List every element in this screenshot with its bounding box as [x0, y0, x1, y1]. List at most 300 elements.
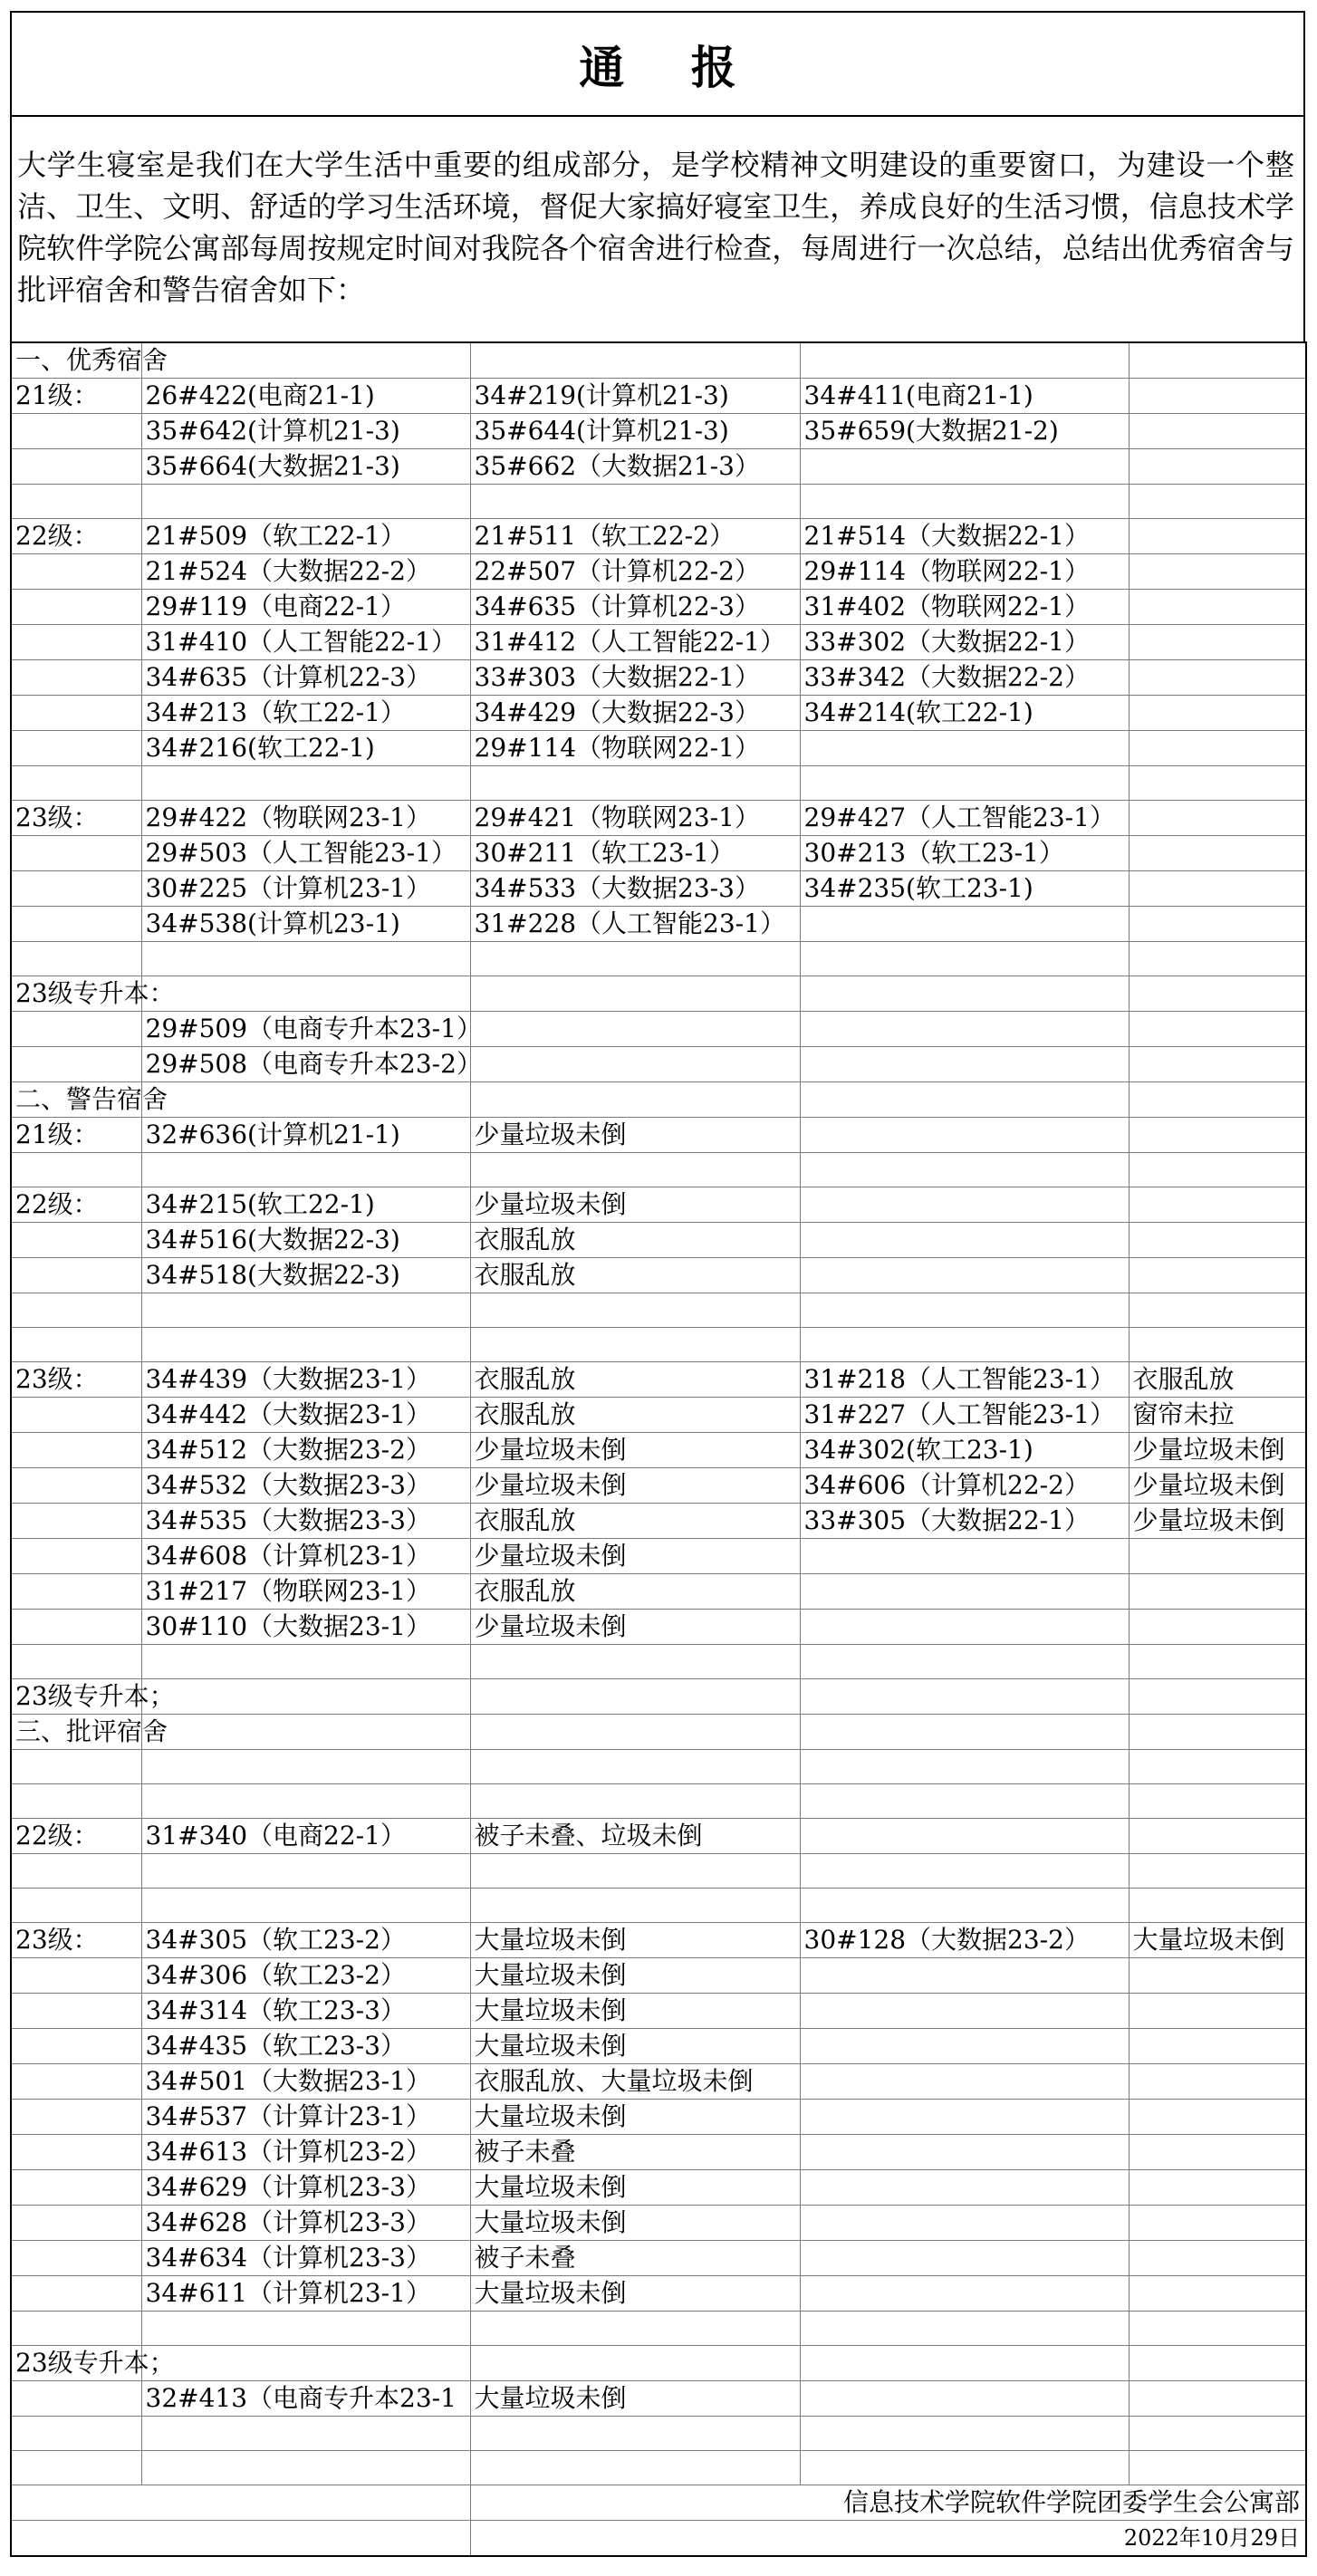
table-row — [11, 2312, 1306, 2346]
table-cell — [11, 660, 141, 696]
table-cell — [800, 2346, 1129, 2381]
table-cell: 少量垃圾未倒 — [470, 1610, 800, 1645]
table-cell — [470, 342, 800, 379]
table-cell — [1129, 2451, 1306, 2485]
table-row — [11, 836, 1306, 871]
table-cell — [1129, 1293, 1306, 1328]
table-cell — [800, 1574, 1129, 1610]
table-cell — [800, 1889, 1129, 1923]
table-cell — [800, 1610, 1129, 1645]
table-cell — [470, 1889, 800, 1923]
table-cell — [800, 2029, 1129, 2064]
table-cell — [800, 942, 1129, 976]
table-cell — [11, 1854, 141, 1889]
table-cell: 21#511（软工22-2） — [470, 519, 800, 554]
table-cell — [141, 942, 470, 976]
table-cell: 21#524（大数据22-2） — [141, 554, 470, 590]
table-cell: 34#235(软工23-1) — [800, 871, 1129, 907]
table-cell — [800, 1293, 1129, 1328]
table-cell — [1129, 1187, 1306, 1223]
table-cell — [11, 1468, 141, 1504]
table-cell — [800, 342, 1129, 379]
table-cell — [141, 1715, 470, 1750]
table-cell: 30#110（大数据23-1） — [141, 1610, 470, 1645]
table-row — [11, 907, 1306, 942]
table-row — [11, 2241, 1306, 2276]
table-row — [11, 1679, 1306, 1715]
table-cell — [1129, 2346, 1306, 2381]
table-cell — [11, 1293, 141, 1328]
table-cell — [470, 1715, 800, 1750]
table-cell: 34#629（计算机23-3） — [141, 2170, 470, 2206]
table-row — [11, 1715, 1306, 1750]
table-cell — [800, 1994, 1129, 2029]
table-cell — [11, 2312, 141, 2346]
table-cell — [1129, 414, 1306, 449]
table-cell — [141, 1645, 470, 1679]
table-cell: 26#422(电商21-1) — [141, 379, 470, 414]
table-cell: 34#606（计算机22-2） — [800, 1468, 1129, 1504]
table-row — [11, 1645, 1306, 1679]
table-cell — [800, 2064, 1129, 2100]
table-cell: 34#512（大数据23-2） — [141, 1433, 470, 1468]
table-cell — [1129, 2312, 1306, 2346]
table-row — [11, 1118, 1306, 1153]
table-row — [11, 1819, 1306, 1854]
table-cell — [1129, 1819, 1306, 1854]
table-cell: 窗帘未拉 — [1129, 1398, 1306, 1433]
table-cell — [11, 2451, 141, 2485]
table-cell — [11, 2100, 141, 2135]
table-cell — [11, 1645, 141, 1679]
table-cell — [11, 1223, 141, 1258]
table-cell — [1129, 1958, 1306, 1994]
table-cell — [1129, 1118, 1306, 1153]
table-cell: 被子未叠 — [470, 2241, 800, 2276]
table-cell — [141, 1328, 470, 1362]
table-cell — [800, 2206, 1129, 2241]
table-cell: 30#225（计算机23-1） — [141, 871, 470, 907]
table-cell: 34#535（大数据23-3） — [141, 1504, 470, 1539]
table-cell — [11, 1328, 141, 1362]
table-row — [11, 696, 1306, 731]
table-cell — [1129, 2206, 1306, 2241]
table-cell — [11, 590, 141, 625]
intro-paragraph: 大学生寝室是我们在大学生活中重要的组成部分，是学校精神文明建设的重要窗口，为建设一个整洁、卫生、文明、舒适的学习生活环境，督促大家搞好寝室卫生，养成良好的生活习惯，信息技术学院软件学院公寓部每周按规定时间对我院各个宿舍进行检查，每周进行一次总结，总结出优秀宿舍与批评宿舍和警告宿舍如下： — [17, 148, 1294, 307]
table-cell: 少量垃圾未倒 — [1129, 1433, 1306, 1468]
table-cell — [1129, 1574, 1306, 1610]
table-cell — [470, 1047, 800, 1082]
table-cell — [11, 696, 141, 731]
table-cell: 21#514（大数据22-1） — [800, 519, 1129, 554]
table-cell: 少量垃圾未倒 — [470, 1187, 800, 1223]
table-cell: 衣服乱放 — [470, 1223, 800, 1258]
table-cell: 31#217（物联网23-1） — [141, 1574, 470, 1610]
table-cell — [470, 2451, 800, 2485]
table-cell — [141, 2346, 470, 2381]
table-cell — [11, 1258, 141, 1293]
table-cell — [800, 2241, 1129, 2276]
table-row — [11, 1047, 1306, 1082]
table-cell — [11, 1889, 141, 1923]
table-row — [11, 1153, 1306, 1187]
table-cell: 33#342（大数据22-2） — [800, 660, 1129, 696]
table-cell — [11, 2276, 141, 2312]
table-cell — [470, 1854, 800, 1889]
table-cell: 29#119（电商22-1） — [141, 590, 470, 625]
table-row — [11, 1187, 1306, 1223]
table-cell — [1129, 342, 1306, 379]
table-row — [11, 2100, 1306, 2135]
table-cell — [11, 1012, 141, 1047]
table-cell: 23级： — [11, 801, 141, 836]
table-row — [11, 1082, 1306, 1118]
table-cell — [1129, 2100, 1306, 2135]
table-cell — [1129, 1715, 1306, 1750]
table-cell: 被子未叠、垃圾未倒 — [470, 1819, 800, 1854]
table-cell — [1129, 2241, 1306, 2276]
table-cell: 31#340（电商22-1） — [141, 1819, 470, 1854]
table-cell: 34#518(大数据22-3) — [141, 1258, 470, 1293]
table-cell — [1129, 2029, 1306, 2064]
table-cell — [800, 2170, 1129, 2206]
table-cell: 30#128（大数据23-2） — [800, 1923, 1129, 1958]
table-cell: 35#644(计算机21-3) — [470, 414, 800, 449]
table-cell: 大量垃圾未倒 — [470, 2381, 800, 2417]
table-cell: 23级专升本； — [11, 1679, 141, 1715]
table-row — [11, 2206, 1306, 2241]
table-cell — [1129, 801, 1306, 836]
table-cell — [141, 1784, 470, 1819]
table-cell — [800, 1958, 1129, 1994]
table-row — [11, 519, 1306, 554]
table-cell: 少量垃圾未倒 — [470, 1433, 800, 1468]
table-cell — [800, 1082, 1129, 1118]
table-row — [11, 1750, 1306, 1784]
table-cell: 22级： — [11, 519, 141, 554]
table-cell: 35#659(大数据21-2) — [800, 414, 1129, 449]
table-cell: 29#114（物联网22-1） — [800, 554, 1129, 590]
table-cell — [1129, 871, 1306, 907]
table-cell: 34#516(大数据22-3) — [141, 1223, 470, 1258]
table-cell — [141, 976, 470, 1012]
table-cell — [11, 1047, 141, 1082]
table-cell: 少量垃圾未倒 — [470, 1539, 800, 1574]
intro-cell — [10, 117, 1305, 341]
table-cell: 34#533（大数据23-3） — [470, 871, 800, 907]
table-row — [11, 1258, 1306, 1293]
table-cell — [1129, 1539, 1306, 1574]
table-cell: 32#636(计算机21-1) — [141, 1118, 470, 1153]
table-row — [11, 1328, 1306, 1362]
table-cell — [1129, 1012, 1306, 1047]
table-cell: 少量垃圾未倒 — [1129, 1504, 1306, 1539]
table-cell — [11, 449, 141, 485]
table-cell: 21#509（软工22-1） — [141, 519, 470, 554]
table-cell — [1129, 976, 1306, 1012]
table-row — [11, 871, 1306, 907]
table-row — [11, 1433, 1306, 1468]
table-cell — [1129, 766, 1306, 801]
table-cell: 衣服乱放、大量垃圾未倒 — [470, 2064, 800, 2100]
table-row — [11, 2381, 1306, 2417]
title-cell — [10, 11, 1305, 117]
table-row — [11, 485, 1306, 519]
table-cell — [470, 1293, 800, 1328]
table-cell: 30#213（软工23-1） — [800, 836, 1129, 871]
table-cell: 少量垃圾未倒 — [1129, 1468, 1306, 1504]
table-cell: 23级专升本： — [11, 976, 141, 1012]
table-cell: 35#662（大数据21-3） — [470, 449, 800, 485]
table-cell — [1129, 1258, 1306, 1293]
table-cell — [800, 766, 1129, 801]
table-cell — [470, 1012, 800, 1047]
table-row — [11, 590, 1306, 625]
table-row — [11, 660, 1306, 696]
table-cell — [1129, 485, 1306, 519]
table-cell — [1129, 1750, 1306, 1784]
table-cell — [11, 2206, 141, 2241]
table-cell: 衣服乱放 — [470, 1398, 800, 1433]
table-cell — [800, 731, 1129, 766]
page-title: 通 报 — [579, 40, 762, 94]
table-row — [11, 2029, 1306, 2064]
table-cell — [11, 2485, 470, 2521]
table-row — [11, 379, 1306, 414]
table-row — [11, 2135, 1306, 2170]
table-cell — [800, 2417, 1129, 2451]
footer-date: 2022年10月29日 — [470, 2521, 1306, 2557]
table-cell — [1129, 2170, 1306, 2206]
table-cell — [11, 554, 141, 590]
table-cell — [470, 485, 800, 519]
table-cell: 34#314（软工23-3） — [141, 1994, 470, 2029]
table-cell: 34#305（软工23-2） — [141, 1923, 470, 1958]
table-cell — [11, 1398, 141, 1433]
table-row — [11, 2346, 1306, 2381]
table-cell — [11, 1433, 141, 1468]
table-cell — [1129, 907, 1306, 942]
table-cell — [1129, 2276, 1306, 2312]
table-cell — [11, 942, 141, 976]
table-cell — [800, 1153, 1129, 1187]
table-cell: 21级： — [11, 379, 141, 414]
table-row — [11, 976, 1306, 1012]
table-cell — [11, 1784, 141, 1819]
table-cell — [800, 1819, 1129, 1854]
table-cell — [1129, 1889, 1306, 1923]
table-cell — [11, 766, 141, 801]
table-row — [11, 731, 1306, 766]
table-cell: 衣服乱放 — [470, 1362, 800, 1398]
table-cell: 34#435（软工23-3） — [141, 2029, 470, 2064]
table-cell: 少量垃圾未倒 — [470, 1468, 800, 1504]
table-cell: 34#635（计算机22-3） — [470, 590, 800, 625]
table-cell: 23级： — [11, 1362, 141, 1398]
table-cell — [470, 1784, 800, 1819]
table-cell: 35#664(大数据21-3) — [141, 449, 470, 485]
table-cell: 34#532（大数据23-3） — [141, 1468, 470, 1504]
table-cell — [470, 1082, 800, 1118]
table-cell: 衣服乱放 — [470, 1574, 800, 1610]
table-cell: 29#427（人工智能23-1） — [800, 801, 1129, 836]
table-cell — [800, 449, 1129, 485]
table-cell — [1129, 1854, 1306, 1889]
table-cell: 二、警告宿舍 — [11, 1082, 141, 1118]
table-cell — [800, 1539, 1129, 1574]
table-cell: 大量垃圾未倒 — [470, 2100, 800, 2135]
table-cell — [1129, 1645, 1306, 1679]
table-cell — [11, 2521, 470, 2557]
table-cell: 29#509（电商专升本23-1） — [141, 1012, 470, 1047]
table-cell: 34#537（计算计23-1） — [141, 2100, 470, 2135]
table-row — [11, 2451, 1306, 2485]
table-row — [11, 1994, 1306, 2029]
table-cell — [1129, 590, 1306, 625]
table-cell — [1129, 1153, 1306, 1187]
table-row — [11, 1923, 1306, 1958]
table-cell — [11, 2029, 141, 2064]
table-cell — [11, 1610, 141, 1645]
table-cell: 33#302（大数据22-1） — [800, 625, 1129, 660]
table-cell — [800, 1223, 1129, 1258]
table-cell — [470, 1153, 800, 1187]
table-cell — [141, 1889, 470, 1923]
table-cell — [1129, 379, 1306, 414]
table-cell: 少量垃圾未倒 — [470, 1118, 800, 1153]
table-cell — [800, 2135, 1129, 2170]
table-cell — [800, 1679, 1129, 1715]
table-cell — [800, 1118, 1129, 1153]
table-cell — [800, 2100, 1129, 2135]
table-row — [11, 1889, 1306, 1923]
table-cell: 一、优秀宿舍 — [11, 342, 141, 379]
table-row — [11, 554, 1306, 590]
table-cell — [470, 1328, 800, 1362]
table-cell — [1129, 1082, 1306, 1118]
table-row — [11, 1504, 1306, 1539]
table-cell — [1129, 1679, 1306, 1715]
footer-dept: 信息技术学院软件学院团委学生会公寓部 — [470, 2485, 1306, 2521]
table-cell: 35#642(计算机21-3) — [141, 414, 470, 449]
table-cell — [800, 1258, 1129, 1293]
table-cell: 29#421（物联网23-1） — [470, 801, 800, 836]
table-cell: 31#228（人工智能23-1） — [470, 907, 800, 942]
table-cell — [470, 2417, 800, 2451]
table-row — [11, 1574, 1306, 1610]
table-cell — [141, 2451, 470, 2485]
table-row — [11, 1398, 1306, 1433]
table-row — [11, 1610, 1306, 1645]
table-cell: 34#613（计算机23-2） — [141, 2135, 470, 2170]
table-cell — [1129, 836, 1306, 871]
table-cell: 34#216(软工22-1) — [141, 731, 470, 766]
table-cell: 34#501（大数据23-1） — [141, 2064, 470, 2100]
table-row — [11, 342, 1306, 379]
table-cell — [11, 1750, 141, 1784]
table-cell — [1129, 660, 1306, 696]
table-cell — [800, 2451, 1129, 2485]
table-cell — [141, 1082, 470, 1118]
table-cell: 34#634（计算机23-3） — [141, 2241, 470, 2276]
table-cell — [470, 1750, 800, 1784]
table-row — [11, 2521, 1306, 2557]
table-cell — [800, 2276, 1129, 2312]
table-cell — [11, 1994, 141, 2029]
table-row — [11, 1854, 1306, 1889]
table-row — [11, 942, 1306, 976]
table-cell: 三、批评宿舍 — [11, 1715, 141, 1750]
table-row — [11, 1293, 1306, 1328]
table-cell — [1129, 2135, 1306, 2170]
table-row — [11, 801, 1306, 836]
table-cell: 29#503（人工智能23-1） — [141, 836, 470, 871]
table-cell — [141, 1854, 470, 1889]
table-cell: 大量垃圾未倒 — [470, 2206, 800, 2241]
table-cell — [1129, 942, 1306, 976]
table-cell: 34#411(电商21-1) — [800, 379, 1129, 414]
table-cell: 34#215(软工22-1) — [141, 1187, 470, 1223]
table-cell: 22级： — [11, 1187, 141, 1223]
table-cell: 34#538(计算机23-1) — [141, 907, 470, 942]
table-cell: 衣服乱放 — [470, 1504, 800, 1539]
table-row — [11, 1958, 1306, 1994]
table-cell: 衣服乱放 — [1129, 1362, 1306, 1398]
table-row — [11, 414, 1306, 449]
table-cell: 34#635（计算机22-3） — [141, 660, 470, 696]
table-cell: 33#305（大数据22-1） — [800, 1504, 1129, 1539]
table-row — [11, 2276, 1306, 2312]
table-cell — [11, 1958, 141, 1994]
table-row — [11, 2485, 1306, 2521]
table-cell — [800, 1328, 1129, 1362]
table-row — [11, 766, 1306, 801]
table-cell: 31#227（人工智能23-1） — [800, 1398, 1129, 1433]
table-cell: 34#306（软工23-2） — [141, 1958, 470, 1994]
table-cell — [11, 1539, 141, 1574]
table-cell — [11, 2417, 141, 2451]
table-cell — [11, 1504, 141, 1539]
table-cell: 21级： — [11, 1118, 141, 1153]
table-cell — [800, 1784, 1129, 1819]
table-cell: 32#413（电商专升本23-1 — [141, 2381, 470, 2417]
table-cell: 23级： — [11, 1923, 141, 1958]
table-cell — [11, 2170, 141, 2206]
table-cell — [1129, 1328, 1306, 1362]
table-cell — [470, 1679, 800, 1715]
table-cell: 31#412（人工智能22-1） — [470, 625, 800, 660]
table-cell — [800, 485, 1129, 519]
table-cell — [470, 2312, 800, 2346]
table-row — [11, 1784, 1306, 1819]
table-cell — [1129, 1047, 1306, 1082]
table-cell — [1129, 731, 1306, 766]
table-cell: 被子未叠 — [470, 2135, 800, 2170]
table-cell — [11, 1153, 141, 1187]
table-cell: 30#211（软工23-1） — [470, 836, 800, 871]
table-cell — [1129, 2064, 1306, 2100]
table-cell: 31#402（物联网22-1） — [800, 590, 1129, 625]
table-cell: 大量垃圾未倒 — [470, 2170, 800, 2206]
table-cell: 34#442（大数据23-1） — [141, 1398, 470, 1433]
table-row — [11, 1223, 1306, 1258]
table-cell: 34#302(软工23-1) — [800, 1433, 1129, 1468]
table-cell: 大量垃圾未倒 — [470, 1958, 800, 1994]
table-cell — [800, 1854, 1129, 1889]
table-cell — [141, 2417, 470, 2451]
table-cell: 33#303（大数据22-1） — [470, 660, 800, 696]
table-cell — [470, 1645, 800, 1679]
